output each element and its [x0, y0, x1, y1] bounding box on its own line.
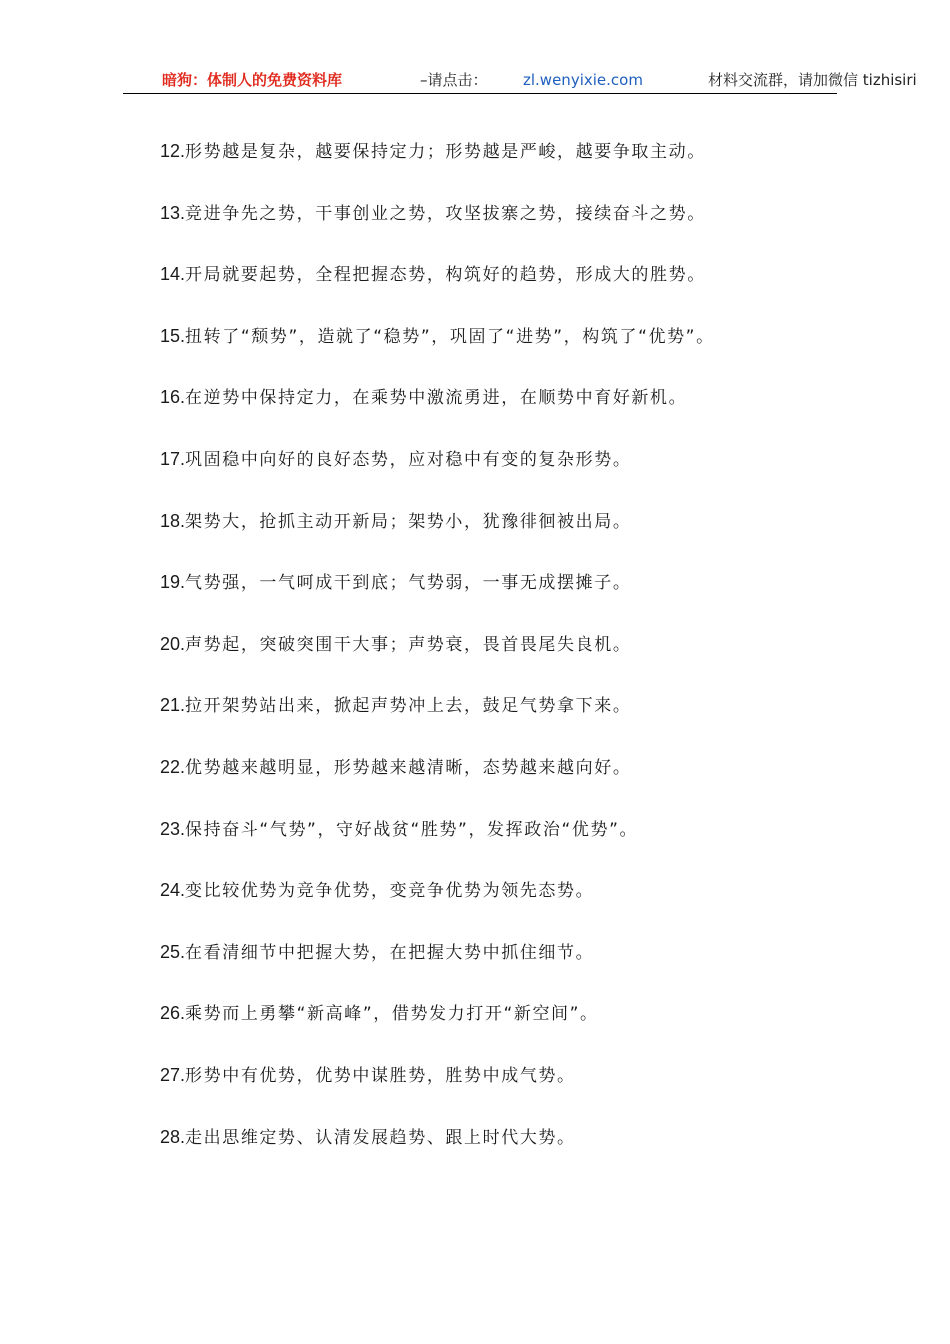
item-number: 17. — [160, 448, 186, 469]
item-text: 在逆势中保持定力，在乘势中激流勇进，在顺势中育好新机。 — [185, 388, 688, 409]
item-text: 拉开架势站出来，掀起声势冲上去，鼓足气势拿下来。 — [185, 696, 632, 717]
list-item — [160, 751, 840, 813]
list-item — [160, 1121, 840, 1183]
header-brand-text: 暗狗：体制人的免费资料库 — [162, 71, 343, 89]
header-url-link[interactable]: zl.wenyixie.com — [523, 71, 643, 89]
list-item — [160, 320, 840, 382]
item-text: 声势起，突破突围干大事；声势衰，畏首畏尾失良机。 — [185, 634, 632, 655]
list-item — [160, 997, 840, 1059]
list-item — [160, 566, 840, 628]
list-item — [160, 813, 840, 875]
item-number: 14. — [160, 264, 186, 285]
item-text: 形势中有优势，优势中谋胜势，胜势中成气势。 — [185, 1065, 576, 1086]
item-number: 22. — [160, 756, 186, 777]
list-item — [160, 505, 840, 567]
item-text: 开局就要起势，全程把握态势，构筑好的趋势，形成大的胜势。 — [185, 265, 706, 286]
item-number: 15. — [160, 325, 186, 346]
item-number: 13. — [160, 202, 186, 223]
item-number: 27. — [160, 1064, 186, 1085]
item-text: 竞进争先之势，干事创业之势，攻坚拔寨之势，接续奋斗之势。 — [185, 203, 706, 224]
list-item — [160, 135, 840, 197]
item-text: 优势越来越明显，形势越来越清晰，态势越来越向好。 — [185, 757, 632, 778]
phrase-list — [160, 135, 840, 1182]
item-text: 乘势而上勇攀“新高峰”，借势发力打开“新空间”。 — [185, 1004, 599, 1025]
item-number: 19. — [160, 572, 186, 593]
list-item — [160, 628, 840, 690]
item-number: 26. — [160, 1003, 186, 1024]
item-text: 保持奋斗“气势”，守好战贫“胜势”，发挥政治“优势”。 — [185, 819, 639, 840]
list-item — [160, 443, 840, 505]
item-text: 气势强，一气呵成干到底；气势弱，一事无成摆摊子。 — [185, 573, 632, 594]
item-number: 25. — [160, 941, 186, 962]
list-item — [160, 197, 840, 259]
item-number: 16. — [160, 387, 186, 408]
item-text: 走出思维定势、认清发展趋势、跟上时代大势。 — [185, 1127, 576, 1148]
item-number: 21. — [160, 695, 186, 716]
item-text: 架势大，抢抓主动开新局；架势小，犹豫徘徊被出局。 — [185, 511, 632, 532]
list-item — [160, 258, 840, 320]
list-item — [160, 381, 840, 443]
item-number: 28. — [160, 1126, 186, 1147]
item-text: 巩固稳中向好的良好态势，应对稳中有变的复杂形势。 — [185, 449, 632, 470]
item-number: 24. — [160, 880, 186, 901]
item-text: 扭转了“颓势”，造就了“稳势”，巩固了“进势”，构筑了“优势”。 — [185, 326, 715, 347]
list-item — [160, 1059, 840, 1121]
page-header — [123, 68, 917, 94]
item-text: 在看清细节中把握大势，在把握大势中抓住细节。 — [185, 942, 595, 963]
item-text: 形势越是复杂，越要保持定力；形势越是严峻，越要争取主动。 — [185, 142, 706, 162]
item-text: 变比较优势为竞争优势，变竞争优势为领先态势。 — [185, 881, 595, 902]
list-item — [160, 874, 840, 936]
item-number: 12. — [160, 141, 186, 161]
item-number: 18. — [160, 510, 186, 531]
item-number: 23. — [160, 818, 186, 839]
header-group-text: 材料交流群，请加微信 tizhisiri — [708, 71, 917, 89]
list-item — [160, 689, 840, 751]
header-click-prompt: –请点击： — [420, 71, 488, 89]
list-item — [160, 936, 840, 998]
item-number: 20. — [160, 633, 186, 654]
